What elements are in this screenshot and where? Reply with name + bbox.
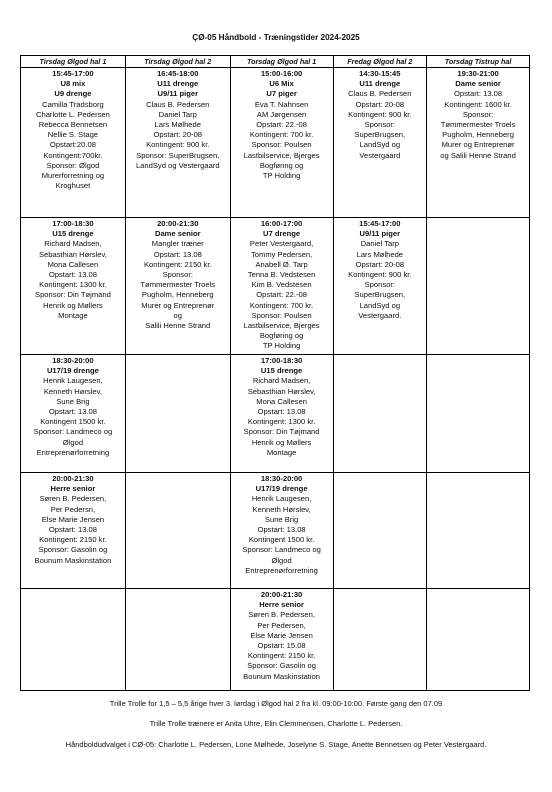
column-header: Tirsdag Ølgod hal 2 xyxy=(125,56,230,68)
cell-line: Montage xyxy=(266,447,297,457)
cell-line: U15 drenge xyxy=(52,229,94,239)
cell-line: Bogføring og xyxy=(259,331,304,341)
cell-line: Pugholm, Henneberg xyxy=(442,130,514,140)
cell-line: Sponsor: SuperBrugsen, xyxy=(136,150,220,160)
cell-line: Pugholm, Henneberg xyxy=(141,290,214,300)
schedule-cell xyxy=(230,355,333,473)
cell-line: Kenneth Hørslev, xyxy=(252,504,311,514)
cell-line: Mangler træner xyxy=(151,239,204,249)
cell-line: Kontingent 1500 kr. xyxy=(248,535,315,545)
table-row xyxy=(21,473,530,589)
cell-line: Sebasthian Hørslev, xyxy=(247,386,316,396)
cell-line: U9 drenge xyxy=(54,89,92,99)
cell-line: Kontingent: 900 kr. xyxy=(146,140,210,150)
cell-line: Lastbilservice, Bjerges xyxy=(243,321,320,331)
cell-line: Kontingent: 1300 kr. xyxy=(247,417,316,427)
column-header: Torsdag Ølgod hal 1 xyxy=(230,56,333,68)
cell-line: Richard Madsen, xyxy=(252,376,311,386)
cell-line: Murer og Entreprenør xyxy=(141,300,215,310)
cell-line: Sponsor: Gasolin og xyxy=(247,661,316,671)
cell-line: Sponsor: Din Tøjmand xyxy=(243,427,320,437)
cell-line: Else Marie Jensen xyxy=(41,514,105,524)
cell-line: U6 Mix xyxy=(269,79,294,89)
cell-line: Søren B. Pedersen, xyxy=(39,494,107,504)
cell-line: Sune Brig xyxy=(56,396,90,406)
cell-line: Opstart: 20-08 xyxy=(153,130,203,140)
cell-line: U9/11 piger xyxy=(157,89,199,99)
cell-line: Kontingent:700kr. xyxy=(43,150,103,160)
cell-line: U7 piger xyxy=(266,89,297,99)
cell-line: Sebasthian Hørslev, xyxy=(39,249,107,259)
schedule-cell xyxy=(21,68,126,218)
cell-line: Salili Henne Strand xyxy=(145,321,211,331)
cell-line: Daniel Tarp xyxy=(360,239,399,249)
schedule-cell xyxy=(21,218,126,355)
cell-line: Vestergaard. xyxy=(358,310,402,320)
cell-line: Montage xyxy=(58,310,88,320)
cell-line: Sponsor: Ølgod xyxy=(46,160,100,170)
schedule-cell xyxy=(230,473,333,589)
cell-line: Sponsor: xyxy=(462,109,494,119)
cell-line: Ølgod xyxy=(271,555,292,565)
cell-line: Charlotte L. Pedersen xyxy=(35,109,110,119)
cell-line: og xyxy=(173,310,182,320)
cell-line: Opstart: 20-08 xyxy=(355,99,405,109)
cell-line: Ølgod xyxy=(62,437,84,447)
cell-line: Sponsor: Landmeco og xyxy=(33,427,113,437)
cell-line: SuperBrugsen, xyxy=(354,290,406,300)
cell-line: Opstart: 13.08 xyxy=(257,407,306,417)
cell-line: U17/19 drenge xyxy=(255,484,308,494)
cell-line: Claus B. Pedersen xyxy=(348,89,412,99)
cell-line: Dame senior xyxy=(455,79,501,89)
cell-line: Per Pedersn, xyxy=(50,504,96,514)
cell-line: Sponsor: xyxy=(364,120,396,130)
session-time: 20:00-21:30 xyxy=(157,219,199,228)
cell-line: Mona Callesen xyxy=(256,396,307,406)
cell-line: Opstart: 13.08 xyxy=(454,89,503,99)
cell-line: Eva T. Nahnsen xyxy=(254,99,309,109)
empty-cell xyxy=(427,589,530,691)
session-time: 18:30-20:00 xyxy=(260,474,303,483)
column-header: Tirsdag Ølgod hal 1 xyxy=(21,56,126,68)
cell-line: Opstart: 20-08 xyxy=(355,259,405,269)
schedule-table xyxy=(20,55,530,691)
session-time: 20:00-21:30 xyxy=(260,590,303,599)
cell-line: Vestergaard xyxy=(359,150,401,160)
session-time: 15:45-17:00 xyxy=(52,69,94,78)
cell-line: SuperBrugsen, xyxy=(354,130,406,140)
cell-line: U11 drenge xyxy=(359,79,401,89)
table-row xyxy=(21,218,530,355)
cell-line: Bogføring og xyxy=(259,160,304,170)
cell-line: Kontingent: 900 kr. xyxy=(348,109,412,119)
session-time: 19:30-21:00 xyxy=(457,69,499,78)
session-time: 16:00-17:00 xyxy=(260,219,303,228)
schedule-cell xyxy=(427,68,530,218)
schedule-cell xyxy=(230,589,333,691)
empty-cell xyxy=(427,218,530,355)
cell-line: Nellie S. Stage xyxy=(47,130,99,140)
empty-cell xyxy=(427,355,530,473)
empty-cell xyxy=(125,355,230,473)
page-title: ÇØ-05 Håndbold - Træningstider 2024-2025 xyxy=(192,33,360,42)
column-header: Torsdag Tistrup hal xyxy=(427,56,530,68)
cell-line: TP Holding xyxy=(262,341,301,351)
cell-line: Opstart:20.08 xyxy=(49,140,96,150)
empty-cell xyxy=(427,473,530,589)
schedule-cell xyxy=(21,473,126,589)
empty-cell xyxy=(125,473,230,589)
schedule-cell xyxy=(125,68,230,218)
cell-line: Opstart: 15.08 xyxy=(257,641,306,651)
cell-line: U17/19 drenge xyxy=(46,366,99,376)
cell-line: Sponsor: Poulsen xyxy=(251,310,312,320)
schedule-cell xyxy=(333,68,427,218)
cell-line: Dame senior xyxy=(154,229,201,239)
session-time: 18:30-20:00 xyxy=(52,356,94,365)
cell-line: Sponsor: Landmeco og xyxy=(242,545,321,555)
cell-line: Per Pedersen, xyxy=(257,620,306,630)
schedule-cell xyxy=(333,218,427,355)
cell-line: Else Marie Jensen xyxy=(250,630,313,640)
cell-line: Rebecca Bennetsen xyxy=(38,120,108,130)
cell-line: Entreprenørforretning xyxy=(245,565,318,575)
empty-cell xyxy=(333,355,427,473)
cell-line: Opstart: 13.08 xyxy=(48,525,97,535)
cell-line: Entreprenørforretning xyxy=(36,447,110,457)
session-time: 17:00-18:30 xyxy=(260,356,303,365)
cell-line: Kenneth Hørslev, xyxy=(43,386,102,396)
cell-line: Opstart: 13.08 xyxy=(48,407,97,417)
cell-line: Sponsor: Gasolin og xyxy=(38,545,108,555)
cell-line: Kontingent: 700 kr. xyxy=(249,300,314,310)
cell-line: AM Jørgensen xyxy=(256,109,307,119)
cell-line: Daniel Tarp xyxy=(158,109,197,119)
cell-line: Kontingent: 1600 kr. xyxy=(444,99,512,109)
schedule-cell xyxy=(230,218,333,355)
cell-line: Sponsor: Poulsen xyxy=(251,140,312,150)
cell-line: Herre senior xyxy=(50,484,96,494)
cell-line: Henrik Laugesen, xyxy=(251,494,312,504)
cell-line: og Salili Henne Strand xyxy=(440,150,516,160)
cell-line: Sponsor: xyxy=(162,270,193,280)
cell-line: Opstart: 13.08 xyxy=(257,525,306,535)
cell-line: Bounum Maskinstation xyxy=(243,671,320,681)
cell-line: U9/11 piger xyxy=(359,229,401,239)
table-header-row xyxy=(21,56,530,68)
cell-line: Kontingent: 2150 kr. xyxy=(39,535,107,545)
cell-line: Mona Callesen xyxy=(47,259,99,269)
cell-line: Opstart: 22.-08 xyxy=(256,120,307,130)
cell-line: Opstart: 22.-08 xyxy=(256,290,307,300)
empty-cell xyxy=(333,589,427,691)
cell-line: Tømmermester Troels xyxy=(440,120,516,130)
session-time: 17:00-18:30 xyxy=(52,219,94,228)
cell-line: Tommy Pedersen, xyxy=(250,249,313,259)
cell-line: U11 drenge xyxy=(157,79,199,89)
session-time: 16:45-18:00 xyxy=(157,69,199,78)
schedule-cell xyxy=(125,218,230,355)
cell-line: Kontingent: 2150 kr. xyxy=(143,259,212,269)
cell-line: Kontingent 1500 kr. xyxy=(40,417,106,427)
cell-line: Kontingent: 2150 kr. xyxy=(247,651,316,661)
cell-line: Sponsor: xyxy=(364,280,396,290)
schedule-cell xyxy=(230,68,333,218)
empty-cell xyxy=(125,589,230,691)
cell-line: Claus B. Pedersen xyxy=(146,99,210,109)
cell-line: U8 mix xyxy=(60,79,86,89)
cell-line: Kontingent: 700 kr. xyxy=(249,130,314,140)
session-time: 15:00-16:00 xyxy=(260,69,303,78)
cell-line: Opstart: 13.08 xyxy=(48,270,97,280)
footer-trille-trolle: Trille Trolle for 1,5 – 5,5 årige hver 3. lørdag i Ølgod hal 2 fra kl. 09:00-10:00. Første gang den 07.09 xyxy=(109,699,443,708)
empty-cell xyxy=(21,589,126,691)
column-header: Fredag Ølgod hal 2 xyxy=(333,56,427,68)
cell-line: Kroghuset xyxy=(55,181,91,191)
table-row xyxy=(21,589,530,691)
cell-line: Kim B. Vedstesen xyxy=(251,280,312,290)
cell-line: Richard Madsen, xyxy=(44,239,102,249)
footer-trainers: Trille Trolle trænere er Anita Uhre, Elin Clemmensen, Charlotte L. Pedersen. xyxy=(149,719,403,728)
cell-line: Tømmermester Troels xyxy=(140,280,216,290)
cell-line: Herre senior xyxy=(259,600,304,610)
schedule-cell xyxy=(21,355,126,473)
cell-line: Henrik og Møllers xyxy=(43,300,103,310)
cell-line: U7 drenge xyxy=(263,229,301,239)
cell-line: Kontingent: 900 kr. xyxy=(348,270,412,280)
cell-line: Camilla Tradsborg xyxy=(42,99,104,109)
cell-line: Lars Mølhede xyxy=(154,120,201,130)
cell-line: Henrik og Møllers xyxy=(251,437,312,447)
cell-line: Lastbilservice, Bjerges xyxy=(243,150,320,160)
cell-line: Murerforretning og xyxy=(41,171,105,181)
cell-line: Henrik Laugesen, xyxy=(43,376,103,386)
table-row xyxy=(21,355,530,473)
table-row xyxy=(21,68,530,218)
cell-line: Sponsor: Din Tøjmand xyxy=(35,290,111,300)
session-time: 20:00-21:30 xyxy=(52,474,94,483)
cell-line: Lars Mølhede xyxy=(356,249,404,259)
session-time: 14:30-15:45 xyxy=(359,69,401,78)
cell-line: Peter Vestergaard, xyxy=(249,239,314,249)
cell-line: Tenna B. Vedstesen xyxy=(247,270,316,280)
cell-line: LandSyd og xyxy=(359,140,401,150)
cell-line: LandSyd og Vestergaard xyxy=(135,160,220,170)
cell-line: Opstart: 13.08 xyxy=(153,249,202,259)
cell-line: LandSyd og xyxy=(359,300,401,310)
cell-line: Murer og Entreprenør xyxy=(441,140,515,150)
cell-line: TP Holding xyxy=(262,171,301,181)
cell-line: Kontingent: 1300 kr. xyxy=(39,280,107,290)
cell-line: Bounum Maskinstation xyxy=(34,555,112,565)
cell-line: Anabell Ø. Tarp xyxy=(255,259,308,269)
cell-line: Søren B. Pedersen, xyxy=(248,610,315,620)
footer-committee: Håndboldudvalget i CØ-05: Charlotte L. Pedersen, Lone Mølhede, Joselyne S. Stage, Anette Bennetsen og Peter Vestergaard. xyxy=(65,740,487,749)
session-time: 15:45-17:00 xyxy=(359,219,401,228)
empty-cell xyxy=(333,473,427,589)
cell-line: Sune Brig xyxy=(264,514,299,524)
cell-line: U15 drenge xyxy=(260,366,303,376)
